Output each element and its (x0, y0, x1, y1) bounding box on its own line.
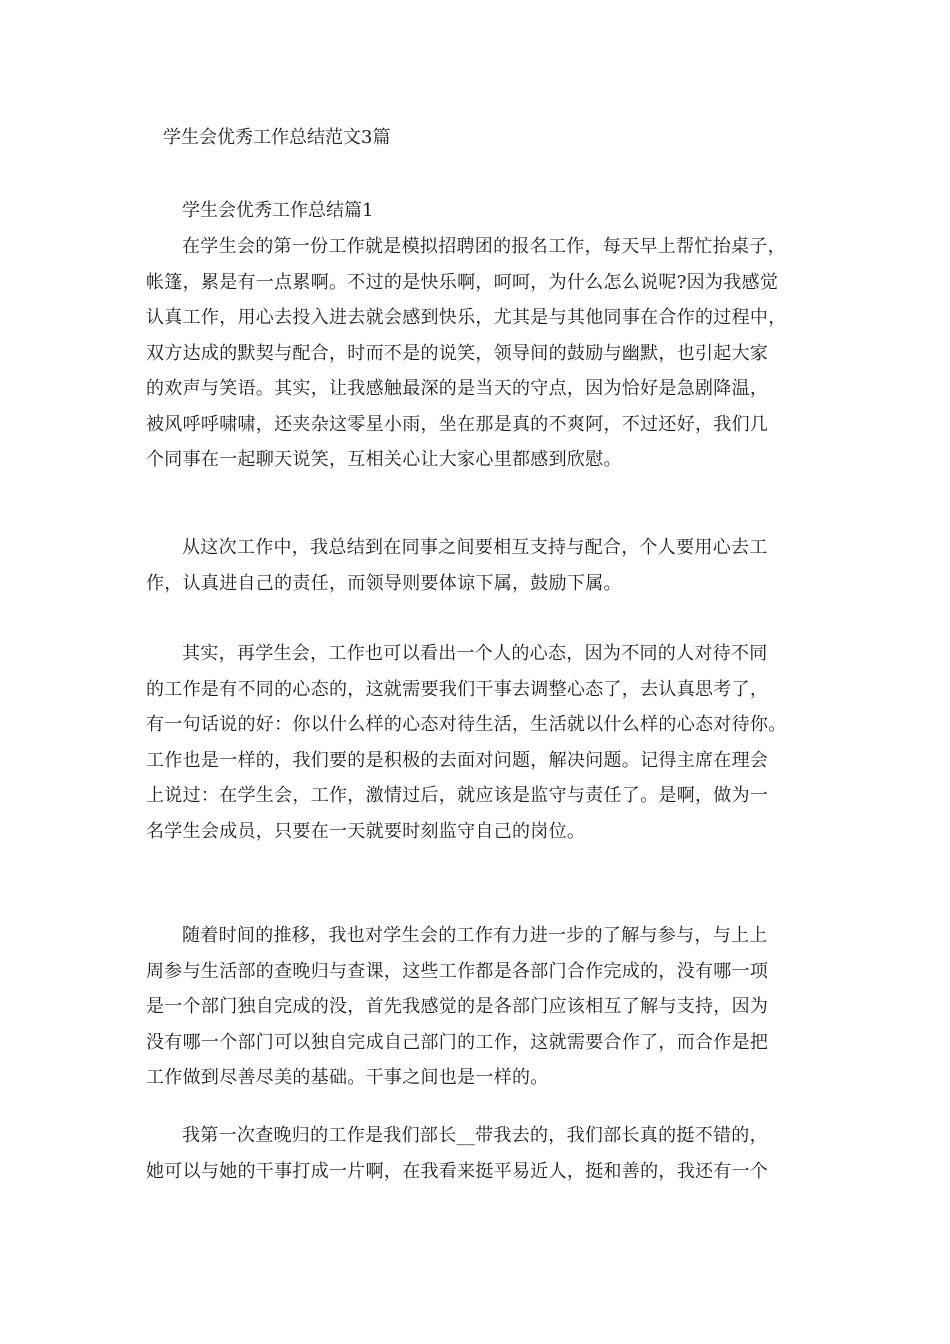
paragraph-line: 双方达成的默契与配合，时而不是的说笑，领导间的鼓励与幽默，也引起大家 (146, 342, 769, 364)
paragraph-line: 从这次工作中，我总结到在同事之间要相互支持与配合，个人要用心去工 (182, 537, 768, 558)
paragraph-line: 没有哪一个部门可以独自完成自己部门的工作，这就需要合作了，而合作是把 (146, 1031, 769, 1053)
paragraph-line: 她可以与她的干事打成一片啊，在我看来挺平易近人，挺和善的，我还有一个 (146, 1160, 769, 1182)
paragraph-line: 有一句话说的好：你以什么样的心态对待生活，生活就以什么样的心态对待你。 (146, 714, 787, 735)
paragraph-line: 的欢声与笑语。其实，让我感触最深的是当天的守点，因为恰好是急剧降温， (146, 378, 769, 399)
paragraph-3 (146, 636, 806, 849)
paragraph-line: 认真工作，用心去投入进去就会感到快乐，尤其是与其他同事在合作的过程中， (146, 307, 787, 328)
paragraph-line: 在学生会的第一份工作就是模拟招聘团的报名工作，每天早上帮忙抬桌子， (182, 236, 786, 257)
paragraph-line: 被风呼呼啸啸，还夹杂这零星小雨，坐在那是真的不爽阿，不过还好，我们几 (146, 413, 769, 435)
paragraph-4 (146, 918, 806, 1096)
paragraph-line: 上说过：在学生会，工作，激情过后，就应该是监守与责任了。是啊，做为一 (146, 785, 769, 806)
paragraph-line: 帐篷，累是有一点累啊。不过的是快乐啊，呵呵，为什么怎么说呢?因为我感觉 (146, 271, 779, 293)
paragraph-line: 其实，再学生会，工作也可以看出一个人的心态，因为不同的人对待不同 (182, 643, 768, 664)
paragraph-line: 个同事在一起聊天说笑，互相关心让大家心里都感到欣慰。 (146, 449, 622, 470)
paragraph-line: 随着时间的推移，我也对学生会的工作有力进一步的了解与参与，与上上 (182, 925, 768, 946)
paragraph-line: 我第一次查晚归的工作是我们部长__带我去的，我们部长真的挺不错的， (182, 1125, 768, 1146)
paragraph-2 (146, 530, 806, 601)
paragraph-line: 的工作是有不同的心态的，这就需要我们干事去调整心态了，去认真思考了， (146, 678, 769, 700)
paragraph-line: 工作也是一样的，我们要的是积极的去面对问题，解决问题。记得主席在理会 (146, 749, 769, 771)
paragraph-5 (146, 1118, 806, 1189)
paragraph-line: 作，认真进自己的责任，而领导则要体谅下属，鼓励下属。 (146, 572, 622, 594)
document-title: 学生会优秀工作总结范文3篇 (163, 127, 391, 148)
section-title: 学生会优秀工作总结篇1 (182, 200, 374, 221)
paragraph-line: 是一个部门独自完成的没，首先我感觉的是各部门应该相互了解与支持，因为 (146, 996, 769, 1017)
paragraph-1 (146, 229, 806, 478)
paragraph-line: 名学生会成员，只要在一天就要时刻监守自己的岗位。 (146, 820, 586, 842)
paragraph-line: 周参与生活部的查晚归与查课，这些工作都是各部门合作完成的，没有哪一项 (146, 960, 769, 982)
paragraph-line: 工作做到尽善尽美的基础。干事之间也是一样的。 (146, 1067, 549, 1088)
